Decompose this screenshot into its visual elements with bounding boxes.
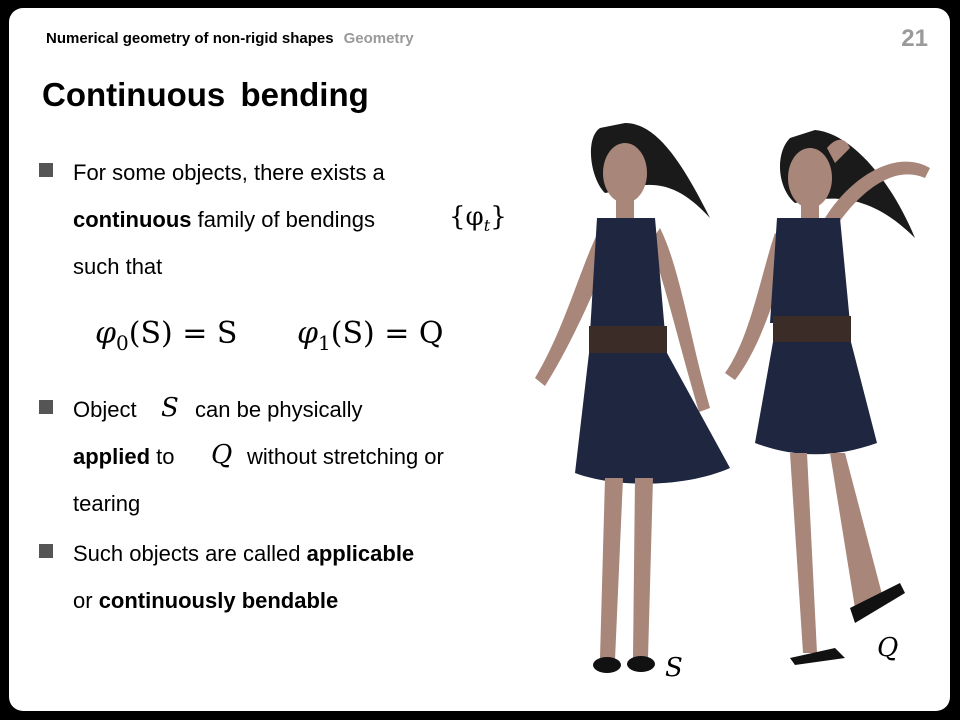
bold-applied: applied — [73, 444, 151, 469]
bullet-1-line-1: For some objects, there exists a — [73, 160, 385, 185]
symbol-Q: Q — [211, 440, 233, 470]
bold-continuous: continuous — [73, 207, 192, 232]
slide — [9, 8, 950, 711]
slide-title: Continuous bending — [42, 76, 369, 113]
section-title: Geometry — [343, 30, 414, 47]
figure-right-pose — [725, 130, 930, 665]
bullet-2-line-2: applied to — [73, 444, 175, 469]
bullet-1-line-2-rest: family of bendings — [191, 207, 375, 232]
figure-left-pose — [535, 123, 730, 673]
figure-two-poses — [505, 68, 945, 708]
bullet-1-line-2 — [73, 196, 375, 243]
slide-header — [46, 30, 414, 47]
bullet-2-line-1: Object — [73, 397, 137, 422]
page-number: 21 — [901, 25, 928, 52]
bullet-2-line-1-rest: can be physically — [195, 397, 363, 422]
label-shape-Q: Q — [877, 633, 899, 663]
bullet-2-line-3: tearing — [73, 491, 141, 516]
bold-continuously-bendable: continuously bendable — [98, 588, 339, 613]
symbol-S: S — [161, 393, 179, 423]
bullet-2-line-2-rest: without stretching or — [247, 444, 444, 469]
label-shape-S: S — [665, 653, 683, 683]
bullet-marker — [39, 544, 53, 558]
bending-family-symbol: $\{\varphi_t\}$ — [449, 202, 507, 236]
bullet-1-line-3: such that — [73, 254, 163, 279]
bullet-3-line-2: or continuously bendable — [73, 588, 339, 613]
bullet-marker — [39, 163, 53, 177]
bullet-marker — [39, 400, 53, 414]
equation-phi0: $\varphi_0(S) = S$ — [95, 316, 238, 355]
bold-applicable: applicable — [306, 541, 415, 566]
course-title: Numerical geometry of non-rigid shapes — [46, 30, 334, 47]
equation-phi1: $\varphi_1(S) = Q$ — [297, 316, 444, 355]
figure-illustration — [505, 68, 945, 708]
bullet-3-line-1: Such objects are called applicable — [73, 541, 415, 566]
